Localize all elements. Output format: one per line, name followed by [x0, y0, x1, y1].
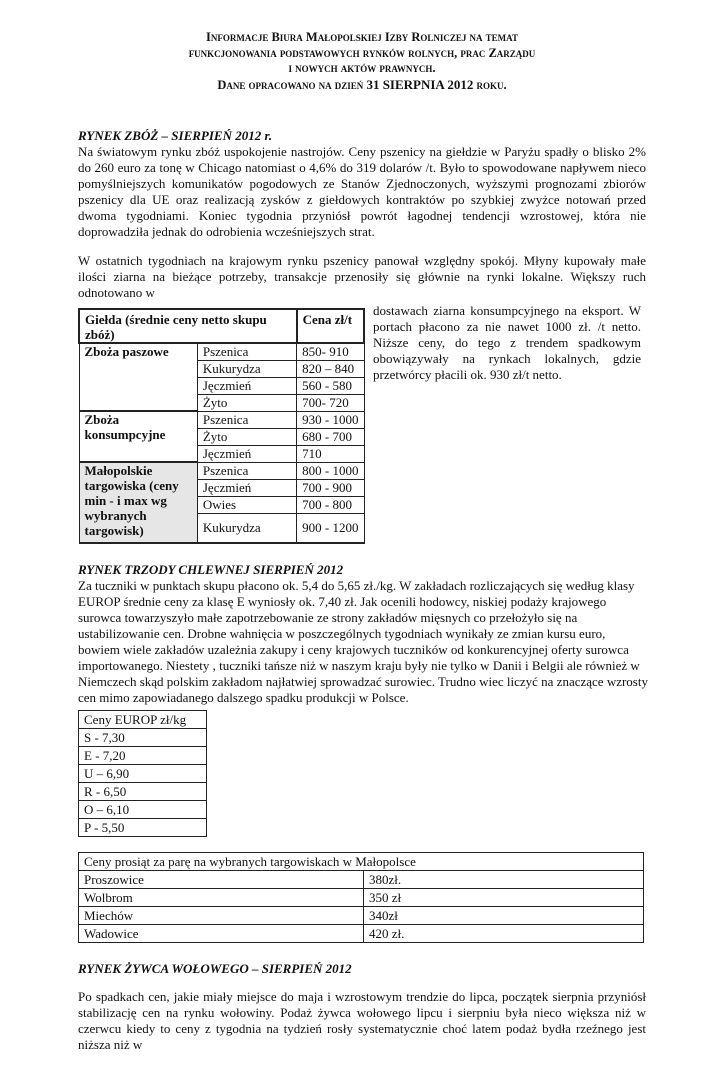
table-cell: O – 6,10: [79, 801, 207, 819]
grain-price-table: [78, 308, 365, 544]
table-row: [79, 411, 364, 428]
table-cell: E - 7,20: [79, 747, 207, 765]
table-cell: S - 7,30: [79, 729, 207, 747]
table-cell: R - 6,50: [79, 783, 207, 801]
group-cell: Zboża konsumpcyjne: [79, 411, 197, 462]
market-cell: Wadowice: [79, 925, 364, 943]
header-cell: Ceny EUROP zł/kg: [79, 711, 207, 729]
market-cell: Miechów: [79, 907, 364, 925]
price-cell: 350 zł: [364, 889, 644, 907]
header-cell: Ceny prosiąt za parę na wybranych targowiskach w Małopolsce: [79, 853, 644, 871]
table-cell: P - 5,50: [79, 819, 207, 837]
grain-cell: Żyto: [197, 394, 296, 411]
table-row: [79, 747, 207, 765]
header-cell: Giełda (średnie ceny netto skupu zbóż): [79, 309, 297, 343]
table-row: [79, 462, 364, 479]
grain-cell: Jęczmień: [197, 479, 296, 496]
price-cell: 900 - 1200: [297, 513, 364, 543]
table-row: [79, 729, 207, 747]
table-row: [79, 907, 644, 925]
header-line: funkcjonowania podstawowych rynków rolnych, prac Zarządu: [188, 45, 536, 60]
section-title-zboza: RYNEK ZBÓŻ – SIERPIEŃ 2012 r.: [78, 128, 273, 143]
price-cell: 800 - 1000: [297, 462, 364, 479]
table-row: [79, 889, 644, 907]
table-header-row: [79, 711, 207, 729]
table-row: [79, 819, 207, 837]
grain-cell: Żyto: [197, 428, 296, 445]
section-title-trzoda: RYNEK TRZODY CHLEWNEJ SIERPIEŃ 2012: [78, 562, 344, 577]
price-cell: 380zł.: [364, 871, 644, 889]
header-line: Informacje Biura Małopolskiej Izby Rolniczej na temat: [205, 30, 518, 44]
price-cell: 710: [297, 445, 364, 462]
grain-cell: Kukurydza: [197, 360, 296, 377]
grain-cell: Jęczmień: [197, 377, 296, 394]
grain-cell: Pszenica: [197, 343, 296, 360]
price-cell: 560 - 580: [297, 377, 364, 394]
piglet-price-table: [78, 852, 644, 943]
table-header-row: [79, 309, 364, 343]
table-with-side-text: [78, 303, 646, 544]
price-cell: 340zł: [364, 907, 644, 925]
paragraph: Po spadkach cen, jakie miały miejsce do maja i wzrostowym trendzie do lipca, początek sierpnia przyniósł stabilizację cen na rynku wołowiny. Podaż żywca wołowego lipcu i sierpniu była nieco większa niż w czerwcu kiedy to ceny z tygodnia na tydzień rosły systematycznie choć latem podaż bydła rzeźnego jest niższa niż w: [78, 989, 646, 1052]
group-cell: Małopolskie targowiska (ceny min - i max wg wybranych targowisk): [79, 462, 197, 543]
grain-cell: Jęczmień: [197, 445, 296, 462]
europ-price-table: [78, 710, 207, 837]
header-line: i nowych aktów prawnych.: [288, 61, 436, 75]
date: 31 SIERPNIA 2012: [366, 76, 474, 92]
grain-cell: Owies: [197, 496, 296, 513]
document-header: [78, 30, 646, 93]
grain-cell: Pszenica: [197, 411, 296, 428]
table-row: [79, 765, 207, 783]
price-cell: 680 - 700: [297, 428, 364, 445]
grain-cell: Pszenica: [197, 462, 296, 479]
price-cell: 700 - 800: [297, 496, 364, 513]
price-cell: 820 – 840: [297, 360, 364, 377]
price-cell: 850- 910: [297, 343, 364, 360]
paragraph: W ostatnich tygodniach na krajowym rynku pszenicy panował względny spokój. Młyny kupowały małe ilości ziarna na bieżące potrzeby, transakcje przenosiły się głównie na rynki lokalne. Większy ruch odnotowano w: [78, 253, 646, 300]
date-suffix: roku.: [473, 77, 507, 92]
paragraph-side: dostawach ziarna konsumpcyjnego na eksport. W portach płacono za nie nawet 1000 zł. /t netto. Niższe ceny, do tego z trendem spadkowym obowiązywały na rynkach lokalnych, gdzie przetwórcy płacili ok. 930 zł/t netto.: [373, 303, 641, 382]
paragraph: Na światowym rynku zbóż uspokojenie nastrojów. Ceny pszenicy na giełdzie w Paryżu spadły o blisko 2% do 260 euro za tonę w Chicago natomiast o 4,6% do 319 dolarów /t. Było to spowodowane napływem nieco pomyślniejszych komunikatów pogodowych ze Stanów Zjednoczonych, wyższymi prognozami zbiorów pszenicy dla UE oraz realizacją zysków z giełdowych kontraktów po szybkiej zwyżce notowań przed dwoma tygodniami. Koniec tygodnia przyniósł powrót łagodnej tendencji wzrostowej, która nie doprowadziła jednak do odrobienia wcześniejszych strat.: [78, 144, 646, 239]
table-row: [79, 871, 644, 889]
date-prefix: Dane opracowano na dzień: [217, 77, 367, 92]
table-header-row: [79, 853, 644, 871]
grain-cell: Kukurydza: [197, 513, 296, 543]
header-date-line: [78, 77, 646, 94]
table-row: [79, 925, 644, 943]
header-cell: Cena zł/t: [297, 309, 364, 343]
price-cell: 930 - 1000: [297, 411, 364, 428]
price-cell: 700 - 900: [297, 479, 364, 496]
market-cell: Proszowice: [79, 871, 364, 889]
table-row: [79, 343, 364, 360]
market-cell: Wolbrom: [79, 889, 364, 907]
section-title-wolowina: RYNEK ŻYWCA WOŁOWEGO – SIERPIEŃ 2012: [78, 961, 352, 976]
price-cell: 700- 720: [297, 394, 364, 411]
group-cell: Zboża paszowe: [79, 343, 197, 411]
table-cell: U – 6,90: [79, 765, 207, 783]
price-cell: 420 zł.: [364, 925, 644, 943]
paragraph: Za tuczniki w punktach skupu płacono ok. 5,4 do 5,65 zł./kg. W zakładach rozliczających się według klasy EUROP średnie ceny za klasę E wyniosły ok. 7,40 zł. Jak ocenili hodowcy, niskiej podaży krajowego surowca towarzyszyło małe zapotrzebowanie ze strony zakładów mięsnych co przełożyło się na ustabilizowanie cen. Drobne wahnięcia w poszczególnych tygodniach wynikały ze zmian kursu euro, bowiem wiele zakładów uzależnia zakupy i ceny krajowych tuczników od konkurencyjnej oferty surowca importowanego. Niestety , tuczniki tańsze niż w naszym kraju były nie tylko w Danii i Belgii ale również w Niemczech skąd polskim zakładom najłatwiej sprowadzać surowiec. Trudno wiec liczyć na znaczące wzrosty cen mimo zapowiadanego dalszego spadku produkcji w Polsce.: [78, 578, 648, 705]
table-row: [79, 801, 207, 819]
table-row: [79, 783, 207, 801]
